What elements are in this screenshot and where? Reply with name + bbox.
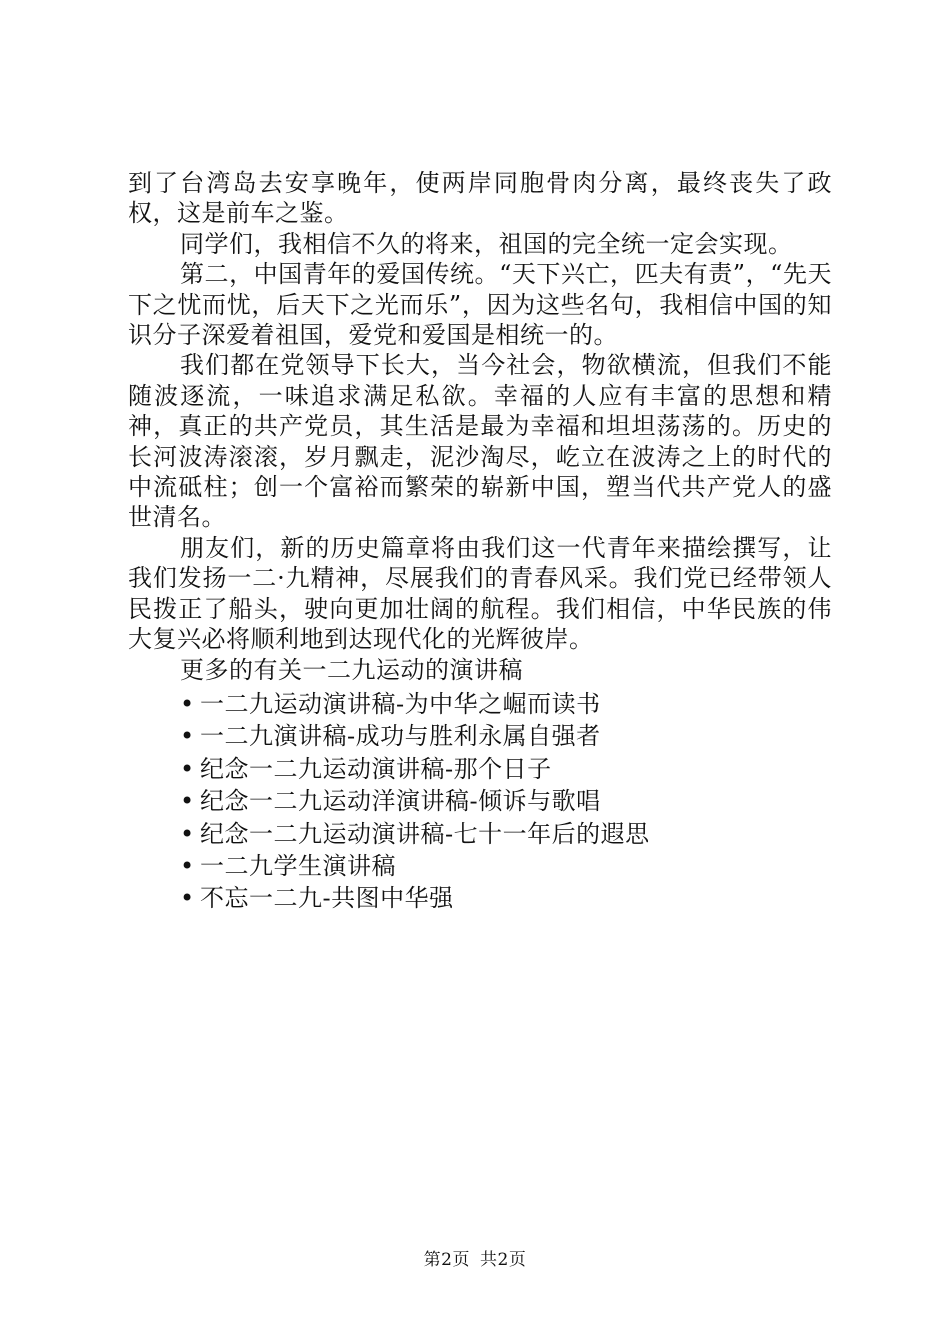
page-number-current: 第2页 bbox=[423, 1250, 470, 1270]
paragraph-continuation: 到了台湾岛去安享晚年，使两岸同胞骨肉分离，最终丧失了政权，这是前车之鉴。 bbox=[128, 169, 832, 228]
paragraph-patriotic-tradition: 第二，中国青年的爱国传统。“天下兴亡，匹夫有责”，“先天下之忧而忧，后天下之光而乐”，因为这些名句，我相信中国的知识分子深爱着祖国，爱党和爱国是相统一的。 bbox=[128, 260, 832, 350]
bullet-icon: • bbox=[180, 851, 195, 880]
paragraph-reunification: 同学们，我相信不久的将来，祖国的完全统一定会实现。 bbox=[180, 229, 793, 258]
bullet-icon: • bbox=[180, 819, 195, 848]
related-link-6[interactable] bbox=[180, 851, 832, 881]
bullet-icon: • bbox=[180, 754, 195, 783]
related-link-1[interactable] bbox=[180, 689, 832, 719]
related-link-label: 一二九演讲稿-成功与胜利永属自强者 bbox=[200, 722, 601, 751]
related-link-7[interactable] bbox=[180, 883, 832, 913]
related-link-label: 不忘一二九-共图中华强 bbox=[200, 884, 454, 913]
paragraph-party-leadership: 我们都在党领导下长大，当今社会，物欲横流，但我们不能随波逐流，一味追求满足私欲。幸福的人应有丰富的思想和精神，真正的共产党员，其生活是最为幸福和坦坦荡荡的。历史的长河波涛滚滚，岁月飘走，泥沙淘尽，屹立在波涛之上的时代的中流砥柱；创一个富裕而繁荣的崭新中国，塑当代共产党人的盛世清名。 bbox=[128, 351, 832, 532]
related-link-label: 一二九学生演讲稿 bbox=[200, 851, 396, 880]
paragraph-closing: 朋友们，新的历史篇章将由我们这一代青年来描绘撰写，让我们发扬一二·九精神，尽展我们的青春风采。我们党已经带领人民拨正了船头，驶向更加壮阔的航程。我们相信，中华民族的伟大复兴必将顺利地到达现代化的光辉彼岸。 bbox=[128, 533, 832, 654]
related-link-3[interactable] bbox=[180, 754, 832, 784]
related-link-label: 一二九运动演讲稿-为中华之崛而读书 bbox=[200, 689, 601, 718]
bullet-icon: • bbox=[180, 787, 195, 816]
related-link-label: 纪念一二九运动演讲稿-那个日子 bbox=[200, 754, 552, 783]
page-number-total: 共2页 bbox=[480, 1250, 527, 1270]
bullet-icon: • bbox=[180, 689, 195, 718]
related-link-5[interactable] bbox=[180, 819, 832, 849]
related-link-4[interactable] bbox=[180, 786, 832, 816]
document-body bbox=[128, 168, 832, 916]
page-footer bbox=[0, 1245, 950, 1270]
related-links-list bbox=[128, 689, 832, 914]
related-link-2[interactable] bbox=[180, 721, 832, 751]
bullet-icon: • bbox=[180, 722, 195, 751]
related-link-label: 纪念一二九运动演讲稿-七十一年后的遐思 bbox=[200, 819, 650, 848]
bullet-icon: • bbox=[180, 884, 195, 913]
related-speeches-heading: 更多的有关一二九运动的演讲稿 bbox=[180, 655, 523, 684]
related-link-label: 纪念一二九运动洋演讲稿-倾诉与歌唱 bbox=[200, 787, 601, 816]
